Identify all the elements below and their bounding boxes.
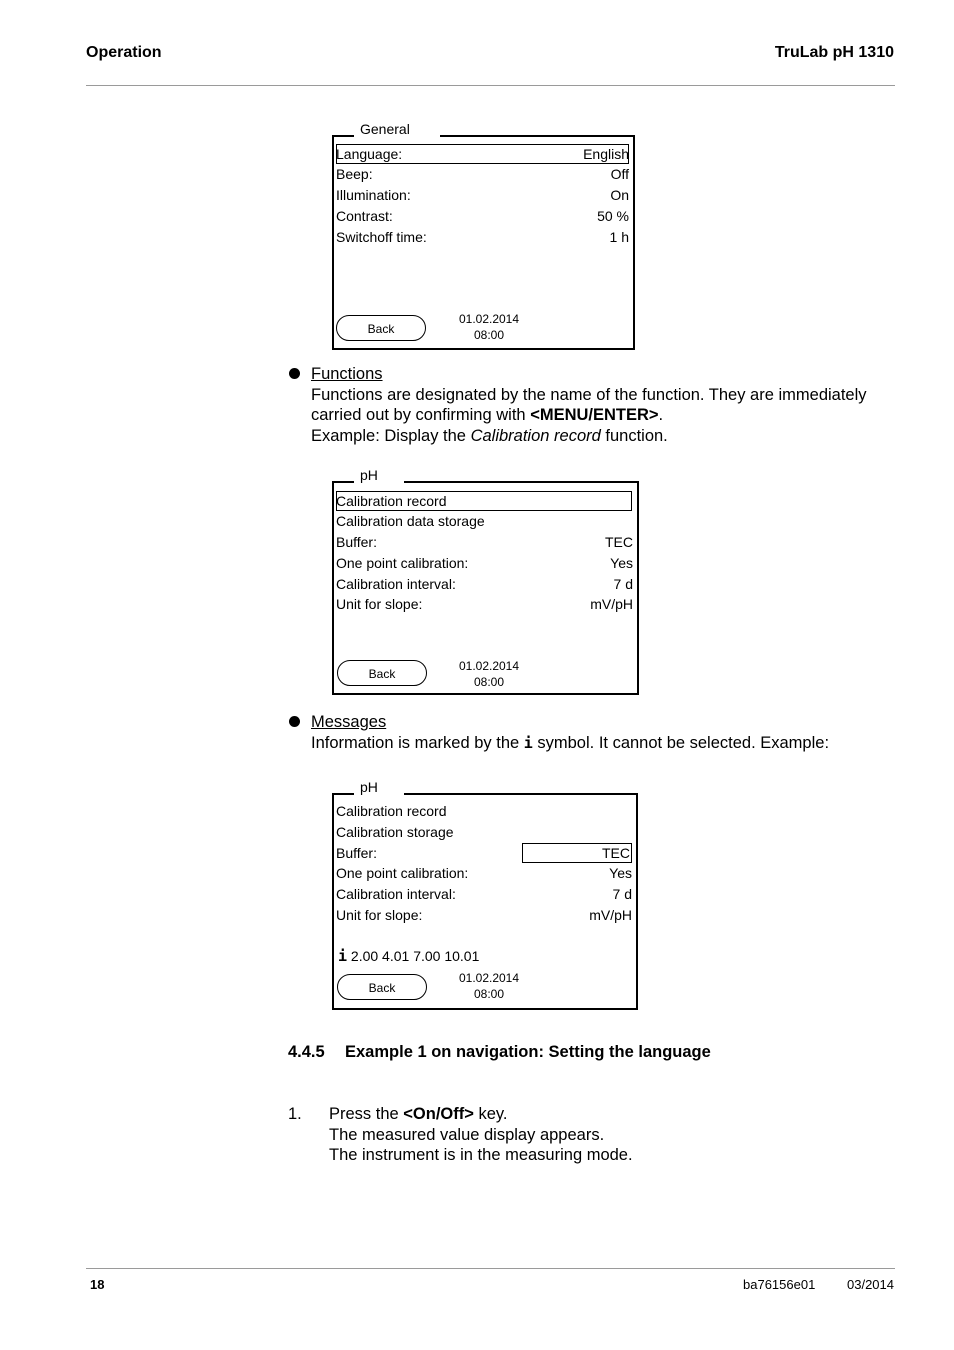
menu-row-unit-for-slope[interactable] (336, 905, 632, 925)
menu-row-calibration-interval[interactable] (336, 884, 632, 904)
screen-ph-functions (332, 467, 639, 695)
screen-general (332, 121, 635, 350)
functions-line-1: Functions are designated by the name of the function. They are immediately (311, 385, 867, 404)
menu-row-calibration-record[interactable] (336, 801, 632, 821)
screen-date: 01.02.2014 (458, 659, 520, 673)
row-label: Calibration record (336, 493, 447, 509)
row-label: Language: (336, 146, 403, 162)
document-date: 03/2014 (847, 1277, 894, 1292)
screen-ph-messages (332, 779, 638, 1010)
row-label: Contrast: (336, 208, 393, 224)
screen-time: 08:00 (473, 328, 505, 342)
screen-date: 01.02.2014 (458, 312, 520, 326)
functions-paragraph (311, 364, 911, 447)
text-span: function. (600, 427, 668, 446)
menu-row-one-point-calibration[interactable] (336, 553, 633, 573)
header-rule (86, 85, 895, 86)
text-span: key. (473, 1105, 508, 1123)
step-1-line-1 (329, 1104, 929, 1125)
menu-row-contrast[interactable] (336, 206, 629, 226)
step-1-text (329, 1104, 929, 1166)
row-value: 50 % (597, 208, 629, 224)
messages-heading: Messages (311, 713, 387, 731)
menu-row-calibration-record[interactable] (336, 491, 632, 511)
row-value: mV/pH (589, 907, 632, 923)
row-value: 1 h (609, 229, 629, 245)
menu-row-calibration-interval[interactable] (336, 574, 633, 594)
text-span: carried out by confirming with (311, 406, 531, 425)
row-label: Beep: (336, 166, 373, 182)
document-number: ba76156e01 (743, 1277, 816, 1292)
text-span: Example: Display the (311, 427, 471, 446)
row-label: Calibration record (336, 803, 447, 819)
row-value: 7 d (613, 576, 633, 592)
info-message (338, 946, 479, 966)
back-button[interactable]: Back (336, 315, 426, 341)
row-value: Yes (610, 555, 633, 571)
menu-row-buffer[interactable] (336, 843, 632, 863)
row-label: Calibration interval: (336, 886, 456, 902)
row-value: Off (610, 166, 629, 182)
menu-row-beep[interactable] (336, 164, 629, 184)
menu-row-illumination[interactable] (336, 185, 629, 205)
row-label: Calibration data storage (336, 513, 485, 529)
back-button[interactable]: Back (337, 660, 427, 686)
step-number: 1. (288, 1105, 302, 1123)
menu-row-buffer[interactable] (336, 532, 633, 552)
menu-row-language[interactable] (336, 144, 629, 164)
menu-row-unit-for-slope[interactable] (336, 594, 633, 614)
bullet-dot (289, 368, 300, 379)
functions-line-2 (311, 405, 911, 426)
screen-title: General (354, 121, 416, 137)
bullet-dot (289, 716, 300, 727)
page-number: 18 (90, 1277, 105, 1292)
screen-date: 01.02.2014 (458, 971, 520, 985)
row-label: Buffer: (336, 845, 377, 861)
back-button[interactable]: Back (337, 974, 427, 1000)
text-span: Information is marked by the (311, 733, 524, 752)
row-label: Buffer: (336, 534, 377, 550)
key-name: <On/Off> (403, 1105, 474, 1123)
messages-paragraph (311, 712, 911, 753)
footer-rule (86, 1268, 895, 1269)
row-value-selected[interactable]: TEC (522, 843, 632, 863)
row-label: Switchoff time: (336, 229, 427, 245)
row-label: Calibration storage (336, 824, 454, 840)
section-title: Example 1 on navigation: Setting the language (345, 1043, 711, 1061)
functions-heading: Functions (311, 365, 383, 383)
info-icon: i (338, 947, 348, 965)
step-1-line-3: The instrument is in the measuring mode. (329, 1146, 633, 1165)
menu-row-calibration-storage[interactable] (336, 822, 632, 842)
screen-title: pH (354, 779, 384, 795)
function-name: Calibration record (470, 427, 601, 446)
row-label: One point calibration: (336, 555, 469, 571)
functions-line-3 (311, 426, 911, 447)
row-value: Yes (609, 865, 632, 881)
screen-time: 08:00 (473, 987, 505, 1001)
text-span: . (658, 406, 664, 425)
section-number: 4.4.5 (288, 1043, 325, 1061)
row-label: Calibration interval: (336, 576, 456, 592)
row-label: Unit for slope: (336, 907, 423, 923)
row-value: TEC (605, 534, 633, 550)
header-section-title: Operation (86, 44, 162, 61)
row-label: Unit for slope: (336, 596, 423, 612)
text-span: Press the (329, 1105, 404, 1123)
row-label: One point calibration: (336, 865, 469, 881)
screen-time: 08:00 (473, 675, 505, 689)
menu-row-one-point-calibration[interactable] (336, 863, 632, 883)
row-label: Illumination: (336, 187, 411, 203)
row-value: mV/pH (590, 596, 633, 612)
row-value: On (610, 187, 629, 203)
menu-row-calibration-data-storage[interactable] (336, 511, 633, 531)
key-name: <MENU/ENTER> (530, 406, 659, 425)
messages-line-1 (311, 733, 911, 754)
text-span: symbol. It cannot be selected. Example: (532, 733, 830, 752)
step-1-line-2: The measured value display appears. (329, 1125, 605, 1144)
info-text: 2.00 4.01 7.00 10.01 (350, 948, 480, 964)
screen-title: pH (354, 467, 384, 483)
row-value: 7 d (612, 886, 632, 902)
row-value: English (583, 146, 629, 162)
menu-row-switchoff-time[interactable] (336, 227, 629, 247)
header-product-name: TruLab pH 1310 (774, 44, 894, 61)
info-icon: i (523, 733, 533, 752)
